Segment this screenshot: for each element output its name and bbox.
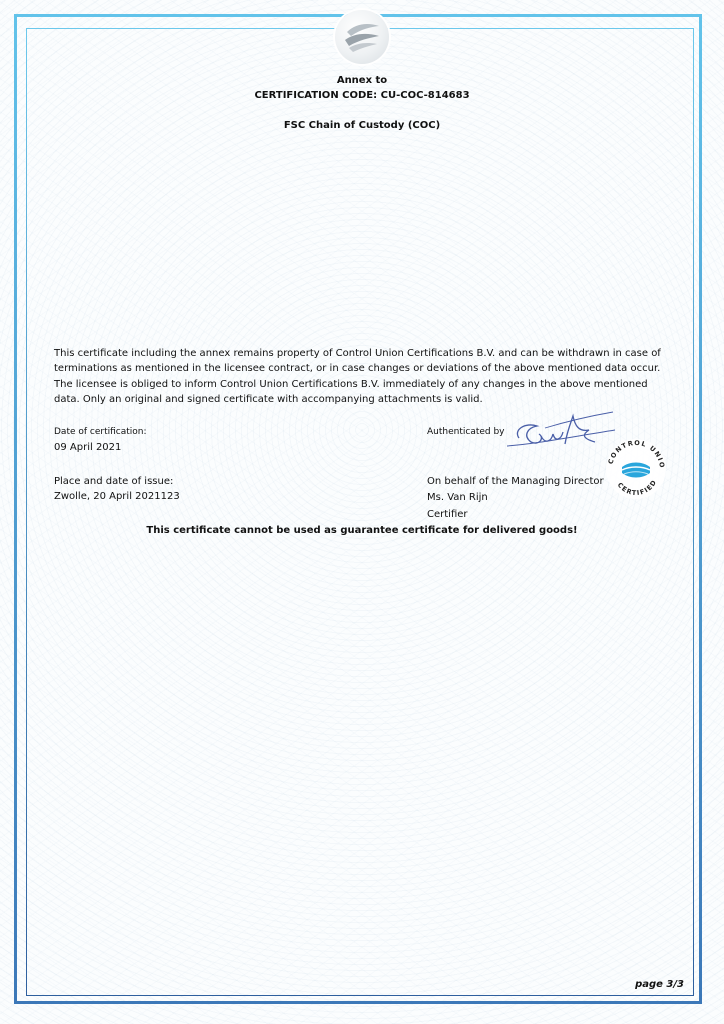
certifier-role: Certifier: [427, 509, 468, 520]
top-emblem-icon: [335, 10, 389, 64]
certifier-name: Ms. Van Rijn: [427, 492, 488, 503]
guarantee-warning: This certificate cannot be used as guarantee certificate for delivered goods!: [146, 525, 578, 536]
page-number: page 3/3: [635, 979, 684, 990]
seal-bottom-text: CERTIFIED: [615, 477, 659, 498]
scheme-title: FSC Chain of Custody (COC): [283, 120, 441, 131]
certification-code: CERTIFICATION CODE: CU-COC-814683: [254, 90, 470, 101]
date-of-certification-label: Date of certification:: [54, 427, 147, 437]
place-date-issue-value: Zwolle, 20 April 2021123: [54, 491, 180, 502]
seal-top-text: CONTROL UNIO: [606, 438, 667, 470]
annex-label: Annex to: [336, 75, 388, 86]
date-of-certification-value: 09 April 2021: [54, 442, 122, 453]
certificate-statement: This certificate including the annex remains property of Control Union Certifications B.V. and can be withdrawn in case of terminations as mentioned in the licensee contract, or in case changes or deviations of the above mentioned data occur. The licensee is obliged to inform Control Union Certifications B.V. immediately of any changes in the above mentioned data. Only an original and signed certificate with accompanying attachments is valid.: [54, 348, 661, 406]
authenticated-by-label: Authenticated by: [427, 427, 505, 437]
inner-border-frame: [26, 28, 694, 996]
control-union-certified-seal-icon: [604, 437, 668, 505]
place-date-issue-label: Place and date of issue:: [54, 476, 174, 487]
on-behalf-line: On behalf of the Managing Director: [427, 476, 604, 487]
